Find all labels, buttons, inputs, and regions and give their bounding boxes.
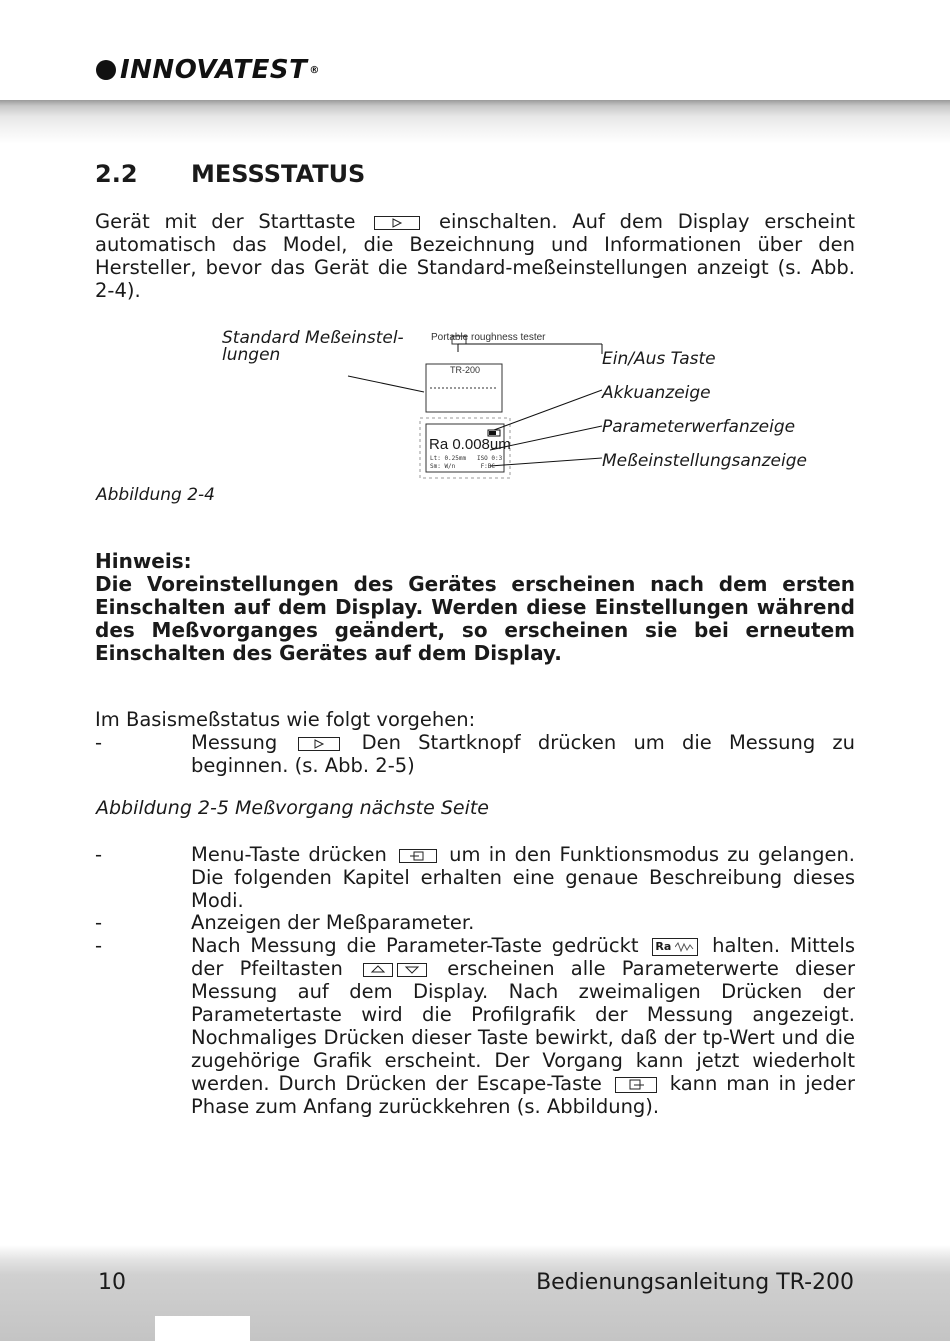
label-standard-line2: lungen [222, 345, 281, 365]
label-settings-display: Meßeinstellungsanzeige [602, 451, 807, 471]
item4-text-a: Nach Messung die Parameter-Taste gedrückt [191, 934, 639, 957]
item1-text-b: Den Startknopf drücken um die Messung zu beginnen. (s. Abb. 2-5) [191, 731, 855, 777]
start-key-icon [298, 737, 340, 751]
brand-logo [96, 55, 320, 85]
arrow-down-icon [398, 964, 426, 976]
label-parameter-display: Parameterwerfanzeige [602, 417, 796, 437]
item4-text-b: halten. Mittels der Pfeiltasten [191, 934, 856, 980]
label-power-key: Ein/Aus Taste [602, 349, 716, 369]
footer-tab [155, 1316, 250, 1341]
label-standard-line1: Standard Meßeinstel- [222, 328, 404, 348]
item3-text: Anzeigen der Meßparameter. [191, 911, 475, 934]
item4-text-c: erscheinen alle Parameterwerte dieser Messung auf dem Display. Nach zweimaligen Drücken der Parametertaste wird die Profilgrafik der Messung angezeigt. Nochmaliges Drücken dieser Taste bewirkt, daß der tp-Wert und die zugehörige Grafik erscheint. Der Vorgang kann jetzt wiederholt werden. Durch Drücken der Escape-Taste [191, 957, 855, 1095]
list-item [95, 934, 855, 1118]
section-heading [95, 160, 365, 188]
intro-paragraph [95, 210, 855, 302]
list-item [95, 843, 855, 912]
section-title: MESSSTATUS [191, 160, 366, 188]
intro-text-1: Gerät mit der Starttaste [95, 210, 356, 233]
leader-standard [348, 376, 424, 392]
registered-mark: ® [309, 64, 320, 76]
leader-settings [490, 458, 602, 466]
logo-mark-icon [96, 60, 116, 80]
figure-caption-2-5: Abbildung 2-5 Meßvorgang nächste Seite [96, 797, 489, 819]
battery-fill [489, 431, 496, 435]
arrow-up-key-icon [363, 963, 393, 977]
intro-text-2: einschalten. Auf dem Display erscheint automatisch das Model, die Bezeichnung und Informationen über den Hersteller, bevor das Gerät die Standard-meßeinstellungen anzeigt (s. Abb. 2-4). [95, 210, 855, 302]
item2-text-b: um in den Funktionsmodus zu gelangen. Die folgenden Kapitel erhalten eine genaue Beschreibung dieses Modi. [191, 843, 855, 912]
display-row-2: Sm: W/n F:BC [430, 463, 496, 470]
escape-key-icon [615, 1077, 657, 1093]
item2-text-a: Menu-Taste drücken [191, 843, 387, 866]
note-text: Die Voreinstellungen des Gerätes erscheinen nach dem ersten Einschalten auf dem Display. Werden diese Einstellungen während des Meßvorganges geändert, so erscheinen sie bei erneutem Einschalten des Gerätes auf dem Display. [95, 572, 855, 665]
list-item [95, 911, 855, 934]
arrow-down-key-icon [397, 963, 427, 977]
list-dash: - [95, 731, 103, 754]
note-box [95, 550, 855, 665]
power-key-icon [452, 336, 466, 344]
item4-text-d: kann man in jeder Phase zum Anfang zurückkehren (s. Abbildung). [191, 1072, 856, 1118]
list-item [95, 731, 855, 777]
figure-caption-2-4: Abbildung 2-4 [96, 485, 215, 505]
arrow-up-icon [364, 964, 392, 976]
basic-intro: Im Basismeßstatus wie folgt vorgehen: [95, 708, 476, 731]
section-number: 2.2 [95, 160, 138, 188]
list-dash: - [95, 934, 103, 957]
list-dash: - [95, 911, 103, 934]
display-main-value: Ra 0.008um [429, 436, 511, 453]
parameter-key-icon [652, 938, 698, 956]
label-battery: Akkuanzeige [602, 383, 711, 403]
list-dash: - [95, 843, 103, 866]
start-key-icon [374, 216, 420, 230]
logo-text: INNOVATEST [120, 55, 308, 85]
parameter-key-label: Ra [655, 939, 672, 953]
play-icon [375, 217, 419, 229]
page-number: 10 [98, 1270, 126, 1295]
device-model: TR-200 [450, 365, 481, 375]
wave-icon [675, 942, 695, 952]
menu-key-icon [399, 849, 437, 863]
display-row-1: Lt: 0.25mm ISO 0:3 [430, 455, 503, 462]
device-header: Portable roughness tester [431, 332, 546, 343]
exit-icon [616, 1078, 656, 1092]
manual-title: Bedienungsanleitung TR-200 [536, 1270, 854, 1295]
header-band [0, 100, 950, 144]
note-title: Hinweis: [95, 549, 192, 573]
play-icon [299, 738, 339, 750]
leader-battery [494, 390, 602, 430]
enter-icon [400, 850, 436, 862]
item1-text-a: Messung [191, 731, 278, 754]
